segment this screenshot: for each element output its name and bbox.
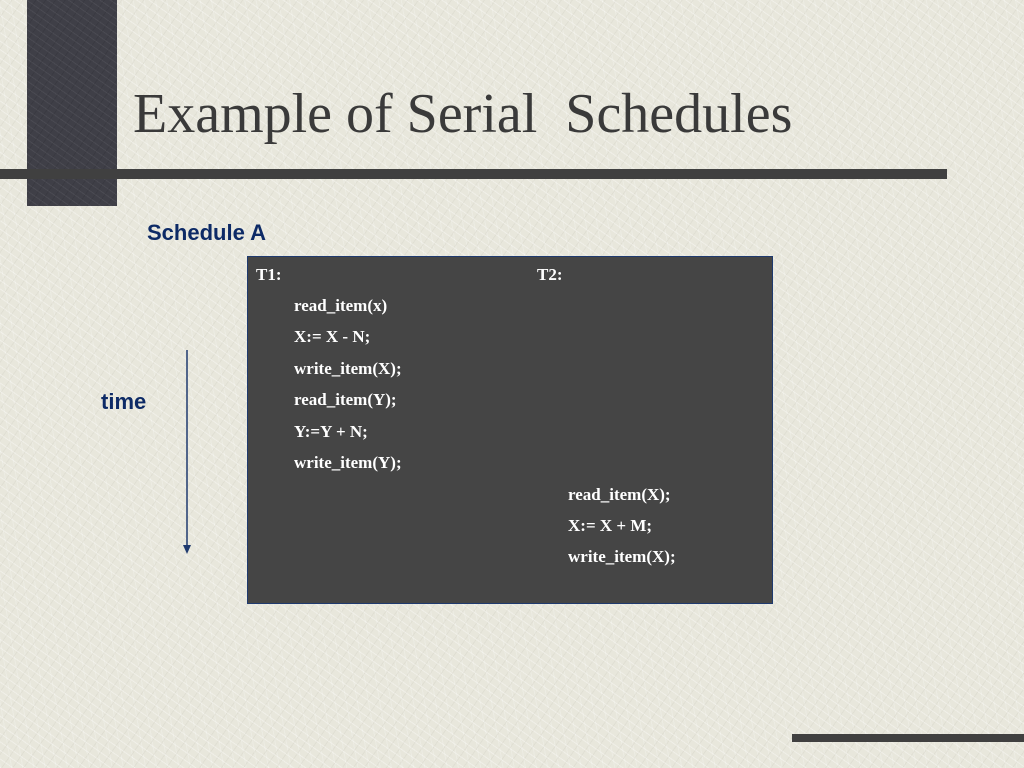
slide-title: Example of Serial Schedules	[133, 83, 793, 145]
schedule-box	[247, 256, 773, 604]
t1-op: write_item(X);	[294, 359, 402, 378]
t1-op: Y:=Y + N;	[294, 422, 368, 441]
t2-op: write_item(X);	[568, 547, 676, 566]
t1-op: write_item(Y);	[294, 453, 402, 472]
time-label: time	[101, 389, 147, 414]
t1-header: T1:	[256, 265, 282, 284]
t1-op: X:= X - N;	[294, 327, 371, 346]
schedule-label: Schedule A	[147, 220, 266, 245]
bottom-divider	[792, 734, 1024, 742]
t1-op: read_item(Y);	[294, 390, 397, 409]
time-arrow-icon	[180, 348, 196, 558]
t1-op: read_item(x)	[294, 296, 388, 315]
title-divider	[0, 169, 947, 179]
t2-op: read_item(X);	[568, 485, 671, 504]
t2-header: T2:	[537, 265, 563, 284]
t2-op: X:= X + M;	[568, 516, 653, 535]
